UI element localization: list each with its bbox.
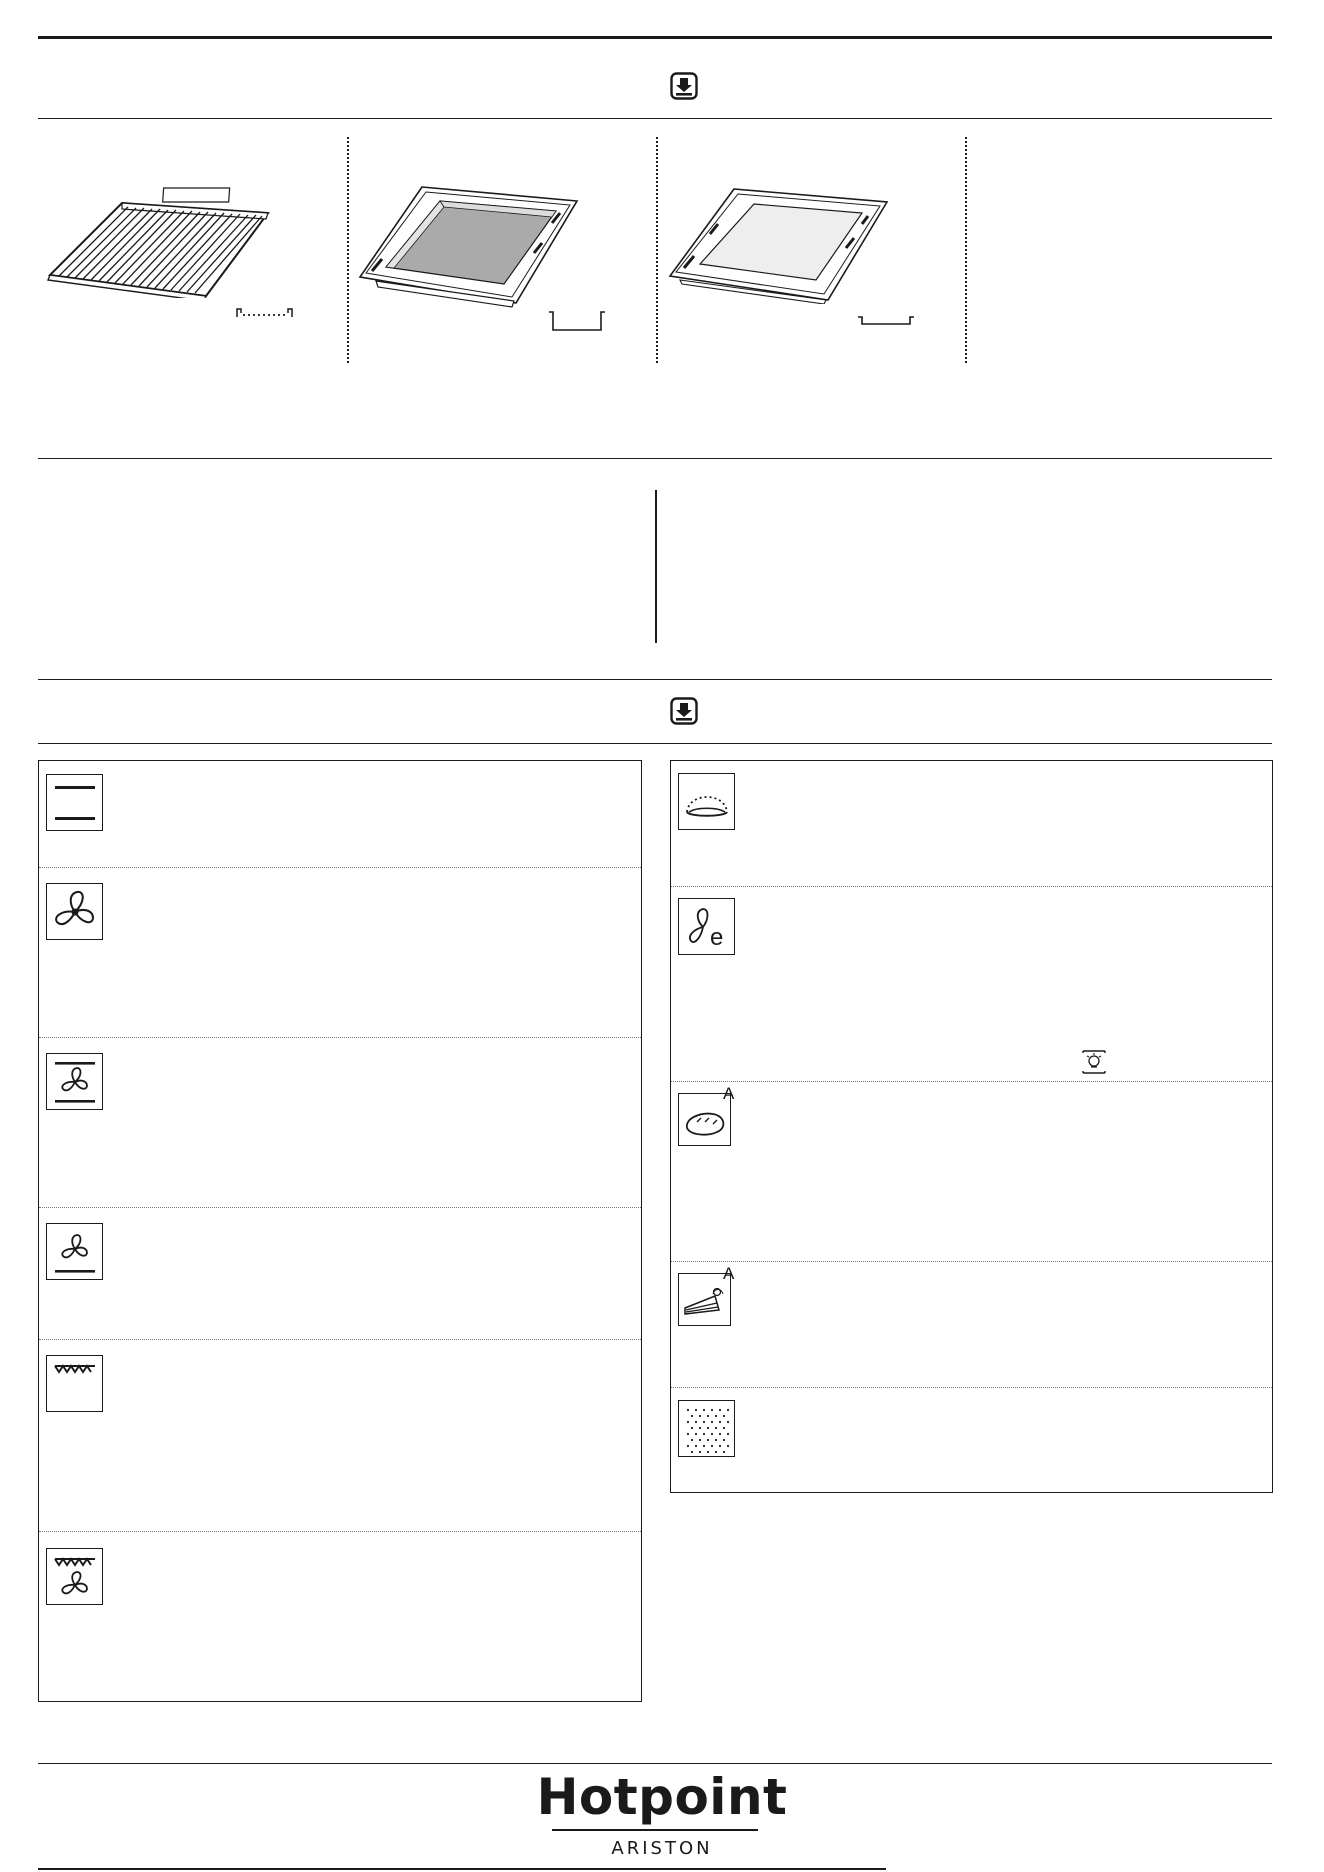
- proving-icon: [678, 773, 735, 830]
- function-separator: [671, 1081, 1272, 1082]
- function-separator: [39, 1531, 641, 1532]
- function-separator: [671, 1387, 1272, 1388]
- grill-icon: [46, 1355, 103, 1412]
- function-separator: [671, 1261, 1272, 1262]
- download-icon[interactable]: [670, 697, 698, 725]
- conventional-icon: [46, 774, 103, 831]
- brand-logo: Hotpoint: [536, 1768, 788, 1826]
- svg-text:e: e: [710, 924, 724, 951]
- bread-auto-badge: A: [723, 1084, 735, 1103]
- wire-shelf-icon: [46, 183, 276, 298]
- accessories-divider: [38, 458, 1272, 459]
- turbo-grill-icon: [46, 1548, 103, 1605]
- accessory-separator: [347, 137, 349, 363]
- fan-bottom-heat-icon: [46, 1223, 103, 1280]
- functions-top-divider: [38, 679, 1272, 680]
- cake-auto-badge: A: [723, 1264, 735, 1283]
- drip-tray-profile-icon: [546, 310, 608, 334]
- drip-tray-icon: [356, 183, 581, 308]
- accessory-separator: [965, 137, 967, 363]
- brand-subtitle: ARISTON: [611, 1838, 713, 1859]
- function-separator: [39, 1339, 641, 1340]
- oven-lamp-icon: [1081, 1047, 1107, 1077]
- download-icon[interactable]: [670, 72, 698, 100]
- function-separator: [39, 867, 641, 868]
- wire-shelf-profile-icon: [234, 305, 296, 321]
- accessory-separator: [656, 137, 658, 363]
- bottom-border: [38, 1868, 886, 1870]
- baking-tray-profile-icon: [855, 314, 917, 326]
- eco-forced-air-icon: [678, 898, 735, 955]
- forced-air-icon: [46, 883, 103, 940]
- function-separator: [39, 1037, 641, 1038]
- baking-tray-icon: [666, 186, 891, 304]
- column-separator: [655, 490, 657, 643]
- function-separator: [39, 1207, 641, 1208]
- header-divider: [38, 118, 1272, 119]
- function-separator: [671, 886, 1272, 887]
- pyrolysis-icon: [678, 1400, 735, 1457]
- functions-panel-right: [670, 760, 1273, 1493]
- footer-divider: [38, 1763, 1272, 1764]
- functions-panel-left: [38, 760, 642, 1702]
- brand-divider: [552, 1829, 758, 1831]
- convection-bake-icon: [46, 1053, 103, 1110]
- top-border: [38, 36, 1272, 39]
- functions-header-divider: [38, 743, 1272, 744]
